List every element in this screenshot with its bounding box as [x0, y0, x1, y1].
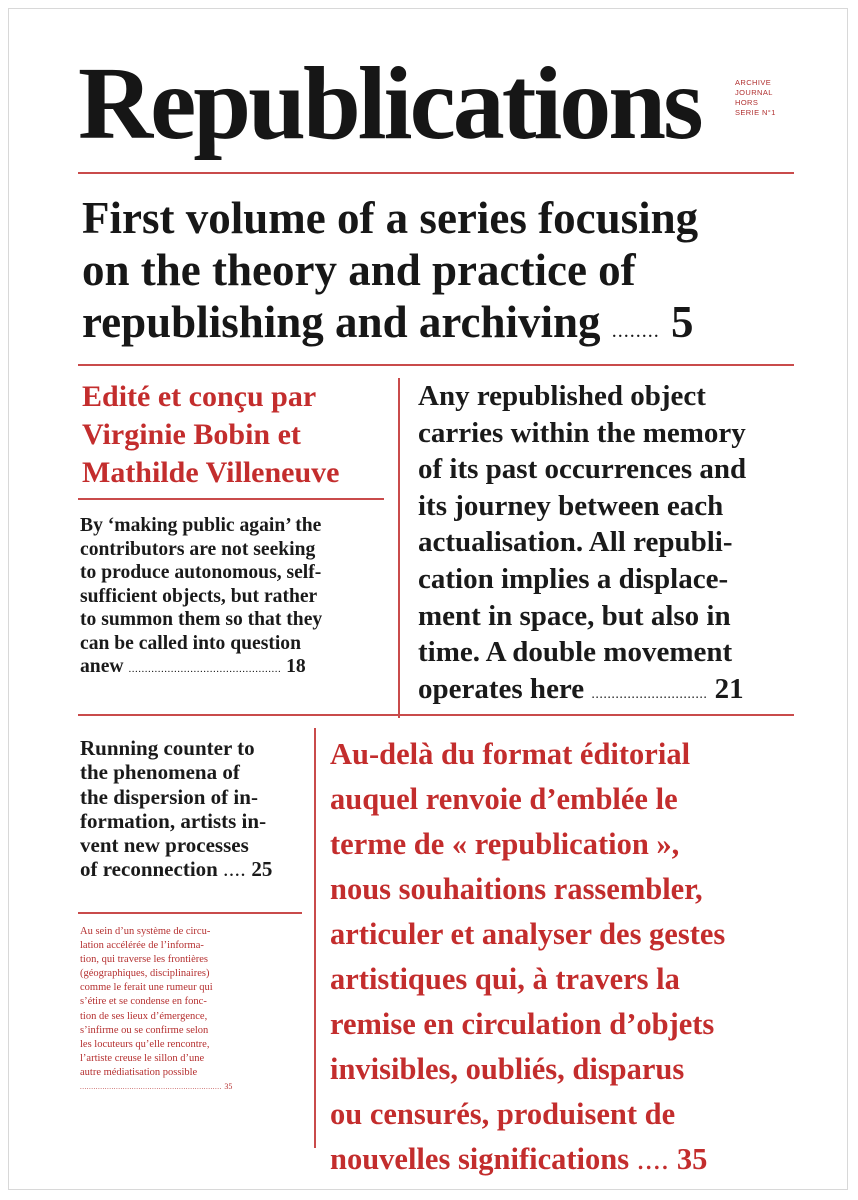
journal-title: Republications [78, 46, 701, 161]
rule-mid-1 [78, 364, 794, 366]
blurb-line: sufficient objects, but rather [80, 585, 318, 607]
headline-page: 5 [671, 297, 694, 347]
headline-leader: ........ [611, 320, 660, 342]
editors-line: Mathilde Villeneuve [82, 456, 340, 489]
blurb-page: 18 [286, 656, 306, 677]
blurb-line: to summon them so that they [80, 609, 323, 630]
editors-line: Edité et conçu par [82, 380, 317, 413]
meta-line: HORS [735, 98, 759, 107]
french-line [330, 1137, 800, 1182]
memory-line: carries within the memory [418, 416, 746, 449]
rule-top [78, 172, 794, 174]
french-line: terme de « republication », [330, 827, 680, 861]
memory-line: time. A double movement [418, 636, 733, 669]
journal-meta [735, 78, 805, 118]
small-leader: ............................................................... [80, 1083, 222, 1092]
headline-line-text: republishing and archiving [82, 297, 601, 347]
headline-line: First volume of a series focusing [82, 193, 699, 243]
editors [82, 378, 392, 492]
french-line: remise en circulation d’objets [330, 1007, 715, 1041]
small-line [80, 1080, 310, 1094]
small-line: lation accélérée de l’informa- [80, 940, 204, 952]
small-line: s’étire et se condense en fonc- [80, 996, 207, 1008]
counter-line: formation, artists in- [80, 808, 267, 833]
counter-line-text: of reconnection [80, 857, 218, 882]
french-text [330, 732, 800, 1182]
memory-line-text: operates here [418, 672, 585, 705]
rule-editors [78, 498, 384, 500]
small-line: tion de ses lieux d’émergence, [80, 1010, 208, 1022]
small-text [80, 925, 310, 1094]
blurb-leader: ............................................... [128, 663, 282, 675]
counter-line: Running counter to [80, 736, 255, 760]
french-line: artistiques qui, à travers la [330, 962, 680, 996]
counter-page: 25 [251, 857, 273, 882]
small-line: l’artiste creuse le sillon d’une [80, 1052, 205, 1064]
french-leader: .... [636, 1142, 670, 1176]
french-line: invisibles, oubliés, disparus [330, 1052, 685, 1086]
memory-page: 21 [714, 672, 744, 705]
counter-leader: .... [223, 857, 247, 882]
small-line: Au sein d’un système de circu- [80, 926, 211, 937]
blurb-making-public [80, 514, 385, 682]
blurb-line: By ‘making public again’ the [80, 515, 322, 536]
memory-line: its journey between each [418, 489, 724, 522]
counter-line: vent new processes [80, 833, 249, 858]
rule-vertical-2 [314, 728, 316, 1148]
small-line: tion, qui traverse les frontières [80, 954, 208, 966]
blurb-line: can be called into question [80, 632, 301, 654]
counter-line [80, 857, 310, 881]
small-line: autre médiatisation possible [80, 1066, 198, 1078]
memory-line: actualisation. All republi- [418, 526, 733, 559]
small-line: comme le ferait une rumeur qui [80, 982, 213, 994]
french-line: Au-delà du format éditorial [330, 737, 691, 771]
french-line: nous souhaitions rassembler, [330, 872, 703, 906]
rule-mid-2 [78, 714, 794, 716]
small-line: (géographiques, disciplinaires) [80, 968, 210, 980]
french-line: ou censurés, produisent de [330, 1097, 676, 1131]
french-line-text: nouvelles significations [330, 1142, 630, 1176]
small-line: s’infirme ou se confirme selon [80, 1024, 209, 1036]
headline-line [82, 296, 802, 357]
blurb-line-text: anew [80, 656, 124, 677]
rule-vertical-1 [398, 378, 400, 718]
blurb-line: contributors are not seeking [80, 538, 316, 560]
memory-line: Any republished object [418, 380, 706, 412]
meta-line: JOURNAL [735, 88, 773, 97]
counter-text [80, 736, 310, 882]
memory-line: cation implies a displace- [418, 562, 729, 595]
memory-line: of its past occurrences and [418, 453, 747, 486]
rule-small [78, 912, 302, 914]
memory-text [418, 378, 798, 713]
counter-line: the dispersion of in- [80, 784, 258, 809]
memory-leader: ............................. [591, 686, 708, 702]
meta-line: ARCHIVE [735, 78, 772, 87]
headline [82, 192, 802, 357]
french-page: 35 [676, 1142, 708, 1176]
editors-line: Virginie Bobin et [82, 418, 301, 451]
small-page: 35 [224, 1082, 233, 1092]
headline-line: on the theory and practice of [82, 245, 636, 295]
blurb-line: to produce autonomous, self- [80, 562, 322, 583]
counter-line: the phenomena of [80, 760, 240, 785]
french-line: auquel renvoie d’emblée le [330, 782, 678, 816]
french-line: articuler et analyser des gestes [330, 917, 726, 951]
small-line: les locuteurs qu’elle rencontre, [80, 1038, 210, 1050]
blurb-line [80, 655, 385, 682]
meta-line: SERIE N°1 [735, 108, 776, 117]
memory-line: ment in space, but also in [418, 599, 731, 632]
memory-line [418, 671, 798, 714]
